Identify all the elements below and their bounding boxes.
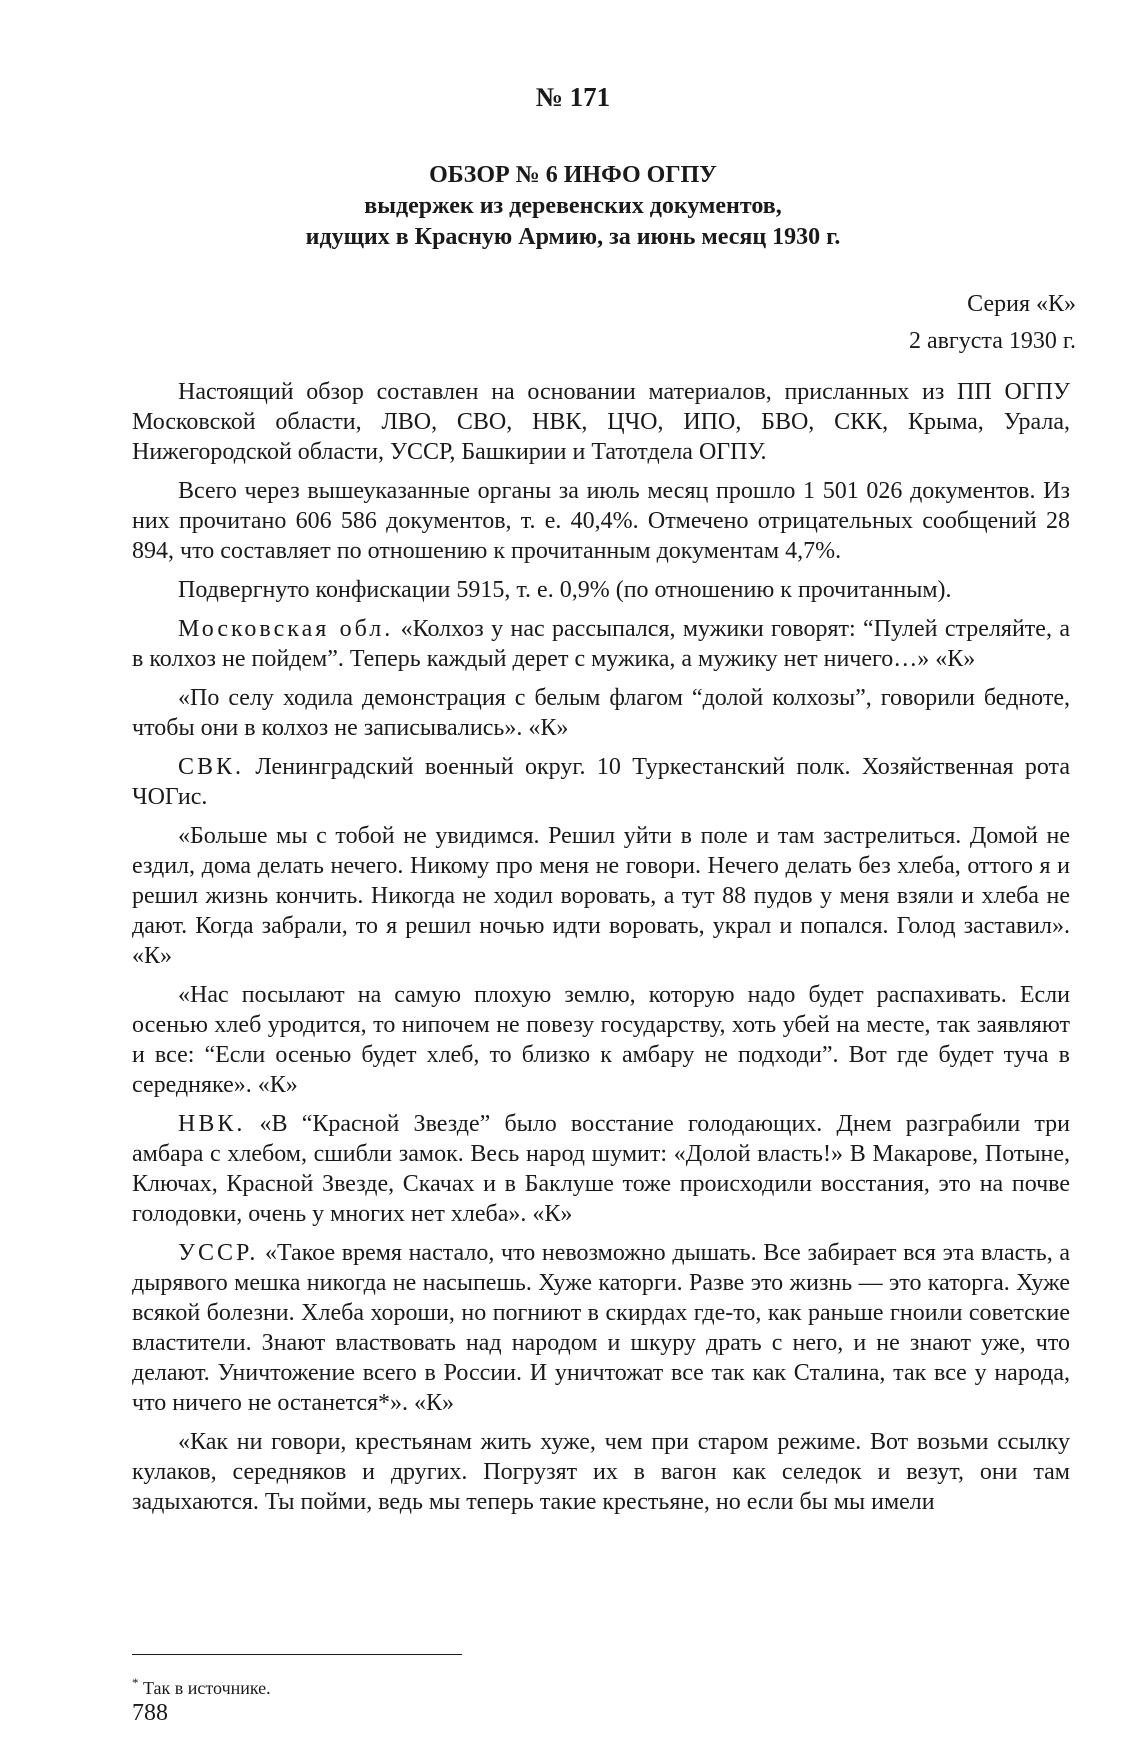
heading-line-2: выдержек из деревенских документов, <box>364 193 782 219</box>
paragraph-nvk <box>132 1109 1070 1229</box>
paragraph-letter-2: «Нас посылают на самую плохую землю, которую надо будет распахивать. Если осенью хлеб уродится, то нипочем не повезу государству, хоть убей на месте, так заявляют и все: “Если осенью будет хлеб, то близко к амбару не подходи”. Вот где будет туча в середняке». «К» <box>132 982 1070 1098</box>
document-heading <box>0 160 1146 253</box>
paragraph-confiscation: Подвергнуто конфискации 5915, т. е. 0,9% (по отношению к прочитанным). <box>178 577 952 603</box>
document-number: № 171 <box>535 82 611 112</box>
paragraph-nvk-text: «В “Красной Звезде” было восстание голодающих. Днем разграбили три амбара с хлебом, сшибли замок. Весь народ шумит: «Долой власть!» В Макарове, Потыне, Ключах, Красной Звезде, Скачах и в Баклуше тоже происходили восстания, это на почве голодовки, очень у многих нет хлеба». «К» <box>132 1111 1070 1227</box>
page-number: 788 <box>132 1700 168 1726</box>
region-label-ussr: УССР. <box>178 1240 259 1266</box>
footnote <box>132 1672 271 1699</box>
paragraph-svk-text: Ленинградский военный округ. 10 Туркестанский полк. Хозяйственная рота ЧОГис. <box>132 754 1070 810</box>
footnote-divider <box>132 1654 462 1655</box>
paragraph-statistics: Всего через вышеуказанные органы за июль месяц прошло 1 501 026 документов. Из них прочитано 606 586 документов, т. е. 40,4%. Отмечено отрицательных сообщений 28 894, что составляет по отношению к прочитанным документам 4,7%. <box>132 478 1070 564</box>
heading-line-1: ОБЗОР № 6 ИНФО ОГПУ <box>429 162 717 188</box>
paragraph-moscow-text: «Колхоз у нас рассыпался, мужики говорят: “Пулей стреляйте, а в колхоз не пойдем”. Теперь каждый дерет с мужика, а мужику нет ничего…» «К» <box>132 616 1070 672</box>
paragraph-intro: Настоящий обзор составлен на основании материалов, присланных из ПП ОГПУ Московской области, ЛВО, СВО, НВК, ЦЧО, ИПО, БВО, СКК, Крыма, Урала, Нижегородской области, УССР, Башкирии и Татотдела ОГПУ. <box>132 379 1070 465</box>
series-label: Серия «К» <box>967 291 1076 317</box>
region-label-svk: СВК. <box>178 754 245 780</box>
paragraph-moscow <box>132 614 1070 674</box>
region-label-moscow: Московская обл. <box>178 616 394 642</box>
paragraph-ussr-text: «Такое время настало, что невозможно дышать. Все забирает вся эта власть, а дырявого мешка никогда не насыпешь. Хуже каторги. Разве это жизнь — это каторга. Хуже всякой болезни. Хлеба хороши, но погниют в скирдах где-то, как раньше гноили советские властители. Знают властвовать над народом и шкуру драть с него, и не знают уже, что делают. Уничтожение всего в России. И уничтожат все так как Сталина, так все у народа, что ничего не останется*». «К» <box>132 1240 1070 1416</box>
paragraph-svk <box>132 752 1070 812</box>
region-label-nvk: НВК. <box>178 1111 246 1137</box>
document-meta <box>909 286 1076 360</box>
document-body <box>132 377 1070 1526</box>
paragraph-letter-1: «Больше мы с тобой не увидимся. Решил уйти в поле и там застрелиться. Домой не ездил, дома делать нечего. Никому про меня не говори. Нечего делать без хлеба, оттого я и решил жизнь кончить. Никогда не ходил воровать, а тут 88 пудов у меня взяли и хлеба не дают. Когда забрали, то я решил ночью идти воровать, украл и попался. Голод заставил». «К» <box>132 823 1070 969</box>
paragraph-letter-3: «Как ни говори, крестьянам жить хуже, чем при старом режиме. Вот возьми ссылку кулаков, середняков и других. Погрузят их в вагон как селедок и везут, они там задыхаются. Ты пойми, ведь мы теперь такие крестьяне, но если бы мы имели <box>132 1429 1070 1515</box>
heading-line-3: идущих в Красную Армию, за июнь месяц 1930 г. <box>305 224 841 250</box>
paragraph-ussr <box>132 1238 1070 1418</box>
footnote-text: Так в источнике. <box>138 1678 271 1698</box>
document-date: 2 августа 1930 г. <box>908 328 1076 354</box>
footnote-marker: * <box>132 1675 139 1690</box>
paragraph-demonstration: «По селу ходила демонстрация с белым флагом “долой колхозы”, говорили бедноте, чтобы они в колхоз не записывались». «К» <box>132 685 1070 741</box>
